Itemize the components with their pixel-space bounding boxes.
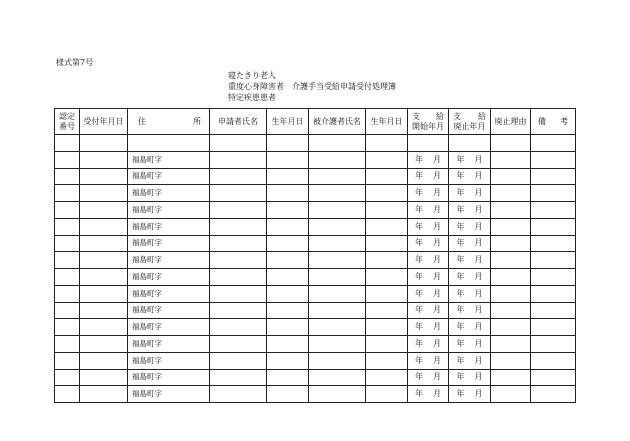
document-title [228, 70, 396, 103]
header-address [128, 109, 210, 135]
cell-cared-person-birthdate [366, 185, 408, 202]
header-stop-top1: 支 [453, 111, 461, 121]
cell-cared-person-birthdate [366, 168, 408, 185]
cell-remarks [531, 285, 576, 302]
cell-applicant-birthdate [267, 269, 309, 286]
header-uketsuke-date: 受付年月日 [80, 109, 128, 135]
header-payment-stop [449, 109, 491, 135]
year-label: 年 [415, 338, 423, 348]
cell-remarks [531, 352, 576, 369]
cell-address: 福島町字 [128, 151, 210, 168]
month-label: 月 [474, 355, 483, 365]
year-label: 年 [456, 338, 465, 348]
cell-stop-reason [491, 252, 531, 269]
year-label: 年 [456, 372, 465, 382]
cell-uketsuke-date [80, 235, 128, 252]
cell-uketsuke-date [80, 168, 128, 185]
month-label: 月 [474, 188, 483, 198]
cell-applicant-name [210, 218, 267, 235]
cell-nintei-number [55, 352, 80, 369]
cell-remarks [531, 185, 576, 202]
cell-payment-stop [449, 218, 491, 235]
cell-cared-person-birthdate [366, 352, 408, 369]
cell-stop-reason [491, 151, 531, 168]
cell-payment-stop [449, 319, 491, 336]
table-row [55, 269, 576, 286]
cell-nintei-number [55, 151, 80, 168]
cell-applicant-name [210, 386, 267, 403]
header-cared-person-birthdate: 生年月日 [366, 109, 408, 135]
cell-payment-stop [449, 369, 491, 386]
cell-applicant-name [210, 235, 267, 252]
header-applicant-name: 申請者氏名 [210, 109, 267, 135]
month-label: 月 [433, 188, 441, 198]
header-row [55, 109, 576, 135]
header-nintei-number [55, 109, 80, 135]
cell-payment-stop [449, 151, 491, 168]
cell-payment-stop [449, 135, 491, 152]
cell-payment-stop [449, 185, 491, 202]
cell-payment-start [408, 336, 449, 353]
year-label: 年 [456, 255, 465, 265]
header-address-part2: 所 [193, 116, 201, 126]
cell-payment-stop [449, 269, 491, 286]
cell-address: 福島町字 [128, 168, 210, 185]
cell-address: 福島町字 [128, 185, 210, 202]
cell-uketsuke-date [80, 269, 128, 286]
year-label: 年 [415, 305, 423, 315]
cell-stop-reason [491, 218, 531, 235]
header-cared-person-name: 被介護者氏名 [309, 109, 366, 135]
cell-payment-start [408, 151, 449, 168]
cell-cared-person-name [309, 135, 366, 152]
month-label: 月 [433, 221, 441, 231]
year-label: 年 [456, 305, 465, 315]
register-body [55, 135, 576, 403]
cell-payment-start [408, 285, 449, 302]
cell-address: 福島町字 [128, 302, 210, 319]
header-applicant-birthdate: 生年月日 [267, 109, 309, 135]
month-label: 月 [433, 238, 441, 248]
cell-applicant-name [210, 285, 267, 302]
cell-stop-reason [491, 319, 531, 336]
month-label: 月 [433, 355, 441, 365]
month-label: 月 [474, 372, 483, 382]
register-table [54, 108, 576, 403]
year-label: 年 [456, 204, 465, 214]
month-label: 月 [433, 389, 441, 399]
cell-payment-start [408, 235, 449, 252]
table-row [55, 285, 576, 302]
year-label: 年 [415, 322, 423, 332]
month-label: 月 [474, 389, 483, 399]
cell-stop-reason [491, 185, 531, 202]
cell-address: 福島町字 [128, 285, 210, 302]
cell-nintei-number [55, 386, 80, 403]
cell-remarks [531, 135, 576, 152]
cell-applicant-birthdate [267, 352, 309, 369]
month-label: 月 [433, 271, 441, 281]
cell-payment-start [408, 319, 449, 336]
cell-payment-start [408, 302, 449, 319]
table-row [55, 218, 576, 235]
cell-remarks [531, 252, 576, 269]
year-label: 年 [456, 288, 465, 298]
cell-cared-person-name [309, 336, 366, 353]
cell-uketsuke-date [80, 151, 128, 168]
year-label: 年 [456, 154, 465, 164]
header-nintei-line1: 認定 [59, 111, 75, 121]
cell-stop-reason [491, 168, 531, 185]
cell-cared-person-name [309, 168, 366, 185]
month-label: 月 [474, 204, 483, 214]
year-label: 年 [415, 355, 423, 365]
cell-cared-person-name [309, 269, 366, 286]
cell-payment-start [408, 252, 449, 269]
cell-cared-person-birthdate [366, 386, 408, 403]
cell-applicant-birthdate [267, 252, 309, 269]
cell-remarks [531, 269, 576, 286]
cell-remarks [531, 202, 576, 219]
cell-nintei-number [55, 202, 80, 219]
cell-nintei-number [55, 135, 80, 152]
table-row [55, 386, 576, 403]
cell-remarks [531, 168, 576, 185]
cell-cared-person-birthdate [366, 319, 408, 336]
month-label: 月 [433, 255, 441, 265]
cell-cared-person-birthdate [366, 269, 408, 286]
cell-payment-start [408, 352, 449, 369]
cell-applicant-birthdate [267, 218, 309, 235]
cell-nintei-number [55, 369, 80, 386]
year-label: 年 [415, 204, 423, 214]
cell-stop-reason [491, 369, 531, 386]
cell-cared-person-name [309, 386, 366, 403]
header-payment-start [408, 109, 449, 135]
cell-applicant-birthdate [267, 336, 309, 353]
cell-remarks [531, 151, 576, 168]
header-stop-top2: 給 [478, 111, 486, 121]
cell-uketsuke-date [80, 185, 128, 202]
cell-applicant-name [210, 369, 267, 386]
cell-payment-start [408, 386, 449, 403]
cell-nintei-number [55, 218, 80, 235]
month-label: 月 [474, 171, 483, 181]
cell-nintei-number [55, 285, 80, 302]
cell-stop-reason [491, 352, 531, 369]
table-row [55, 235, 576, 252]
table-row [55, 352, 576, 369]
cell-payment-stop [449, 252, 491, 269]
month-label: 月 [433, 288, 441, 298]
cell-applicant-name [210, 151, 267, 168]
year-label: 年 [456, 355, 465, 365]
table-row [55, 319, 576, 336]
month-label: 月 [433, 171, 441, 181]
cell-applicant-name [210, 168, 267, 185]
cell-payment-stop [449, 386, 491, 403]
cell-stop-reason [491, 202, 531, 219]
cell-remarks [531, 336, 576, 353]
cell-uketsuke-date [80, 352, 128, 369]
cell-cared-person-name [309, 202, 366, 219]
cell-payment-start [408, 218, 449, 235]
cell-applicant-birthdate [267, 386, 309, 403]
table-row [55, 135, 576, 152]
cell-cared-person-name [309, 218, 366, 235]
cell-applicant-birthdate [267, 285, 309, 302]
cell-remarks [531, 302, 576, 319]
cell-stop-reason [491, 269, 531, 286]
cell-uketsuke-date [80, 336, 128, 353]
year-label: 年 [415, 188, 423, 198]
table-row [55, 302, 576, 319]
cell-applicant-birthdate [267, 151, 309, 168]
cell-applicant-name [210, 352, 267, 369]
cell-address: 福島町字 [128, 369, 210, 386]
year-label: 年 [415, 221, 423, 231]
cell-uketsuke-date [80, 302, 128, 319]
year-label: 年 [456, 238, 465, 248]
month-label: 月 [474, 271, 483, 281]
month-label: 月 [433, 305, 441, 315]
year-label: 年 [415, 255, 423, 265]
year-label: 年 [415, 389, 423, 399]
header-start-top2: 給 [436, 111, 444, 121]
cell-cared-person-name [309, 151, 366, 168]
cell-payment-start [408, 168, 449, 185]
cell-applicant-name [210, 252, 267, 269]
table-row [55, 369, 576, 386]
month-label: 月 [474, 154, 483, 164]
cell-cared-person-birthdate [366, 202, 408, 219]
year-label: 年 [456, 171, 465, 181]
cell-applicant-name [210, 202, 267, 219]
cell-stop-reason [491, 386, 531, 403]
cell-nintei-number [55, 269, 80, 286]
cell-address: 福島町字 [128, 235, 210, 252]
cell-stop-reason [491, 336, 531, 353]
cell-nintei-number [55, 235, 80, 252]
cell-payment-stop [449, 302, 491, 319]
cell-address: 福島町字 [128, 319, 210, 336]
month-label: 月 [433, 338, 441, 348]
month-label: 月 [474, 238, 483, 248]
cell-nintei-number [55, 185, 80, 202]
header-remarks-part1: 備 [538, 116, 546, 126]
month-label: 月 [474, 338, 483, 348]
cell-cared-person-birthdate [366, 218, 408, 235]
cell-stop-reason [491, 285, 531, 302]
cell-applicant-birthdate [267, 185, 309, 202]
cell-stop-reason [491, 302, 531, 319]
cell-address: 福島町字 [128, 269, 210, 286]
cell-remarks [531, 369, 576, 386]
cell-uketsuke-date [80, 218, 128, 235]
cell-cared-person-birthdate [366, 235, 408, 252]
cell-cared-person-name [309, 352, 366, 369]
cell-payment-start [408, 369, 449, 386]
cell-address: 福島町字 [128, 352, 210, 369]
cell-address: 福島町字 [128, 218, 210, 235]
cell-remarks [531, 319, 576, 336]
cell-cared-person-name [309, 302, 366, 319]
cell-address: 福島町字 [128, 386, 210, 403]
year-label: 年 [415, 372, 423, 382]
table-row [55, 252, 576, 269]
cell-nintei-number [55, 302, 80, 319]
cell-remarks [531, 235, 576, 252]
cell-uketsuke-date [80, 135, 128, 152]
cell-cared-person-name [309, 185, 366, 202]
table-row [55, 168, 576, 185]
month-label: 月 [474, 322, 483, 332]
cell-cared-person-birthdate [366, 135, 408, 152]
cell-cared-person-name [309, 235, 366, 252]
cell-address: 福島町字 [128, 202, 210, 219]
month-label: 月 [474, 255, 483, 265]
cell-cared-person-birthdate [366, 369, 408, 386]
cell-payment-stop [449, 336, 491, 353]
cell-payment-stop [449, 202, 491, 219]
cell-remarks [531, 386, 576, 403]
cell-stop-reason [491, 135, 531, 152]
cell-payment-start [408, 185, 449, 202]
cell-nintei-number [55, 252, 80, 269]
cell-applicant-name [210, 135, 267, 152]
cell-cared-person-birthdate [366, 336, 408, 353]
title-line-2: 重度心身障害者 介護手当受給申請受付処理簿 [228, 82, 396, 91]
cell-nintei-number [55, 168, 80, 185]
year-label: 年 [456, 188, 465, 198]
year-label: 年 [456, 322, 465, 332]
cell-applicant-birthdate [267, 369, 309, 386]
cell-uketsuke-date [80, 386, 128, 403]
cell-nintei-number [55, 319, 80, 336]
table-row [55, 336, 576, 353]
cell-cared-person-birthdate [366, 151, 408, 168]
cell-cared-person-name [309, 319, 366, 336]
cell-applicant-name [210, 336, 267, 353]
year-label: 年 [415, 171, 423, 181]
year-label: 年 [415, 238, 423, 248]
cell-remarks [531, 218, 576, 235]
cell-payment-stop [449, 285, 491, 302]
cell-payment-start [408, 135, 449, 152]
month-label: 月 [433, 322, 441, 332]
table-row [55, 151, 576, 168]
year-label: 年 [415, 271, 423, 281]
header-stop-bottom: 廃止年月 [453, 121, 486, 131]
cell-applicant-name [210, 185, 267, 202]
cell-cared-person-birthdate [366, 302, 408, 319]
cell-applicant-birthdate [267, 168, 309, 185]
form-number: 様式第7号 [56, 58, 94, 67]
cell-applicant-name [210, 269, 267, 286]
month-label: 月 [474, 221, 483, 231]
cell-cared-person-name [309, 252, 366, 269]
header-nintei-line2: 番号 [59, 121, 75, 131]
title-line-3: 特定疾患患者 [228, 93, 276, 102]
month-label: 月 [433, 372, 441, 382]
cell-payment-stop [449, 168, 491, 185]
header-start-top1: 支 [412, 111, 420, 121]
month-label: 月 [433, 154, 441, 164]
cell-cared-person-birthdate [366, 252, 408, 269]
year-label: 年 [456, 221, 465, 231]
cell-uketsuke-date [80, 319, 128, 336]
cell-cared-person-birthdate [366, 285, 408, 302]
cell-applicant-birthdate [267, 235, 309, 252]
table-row [55, 185, 576, 202]
cell-payment-start [408, 269, 449, 286]
cell-cared-person-name [309, 369, 366, 386]
cell-uketsuke-date [80, 252, 128, 269]
year-label: 年 [456, 271, 465, 281]
month-label: 月 [474, 305, 483, 315]
cell-address: 福島町字 [128, 336, 210, 353]
header-remarks [531, 109, 576, 135]
cell-address: 福島町字 [128, 252, 210, 269]
month-label: 月 [474, 288, 483, 298]
cell-payment-stop [449, 352, 491, 369]
cell-applicant-birthdate [267, 302, 309, 319]
year-label: 年 [456, 389, 465, 399]
title-line-1: 寝たきり老人 [228, 71, 276, 80]
year-label: 年 [415, 154, 423, 164]
month-label: 月 [433, 204, 441, 214]
cell-stop-reason [491, 235, 531, 252]
cell-applicant-name [210, 319, 267, 336]
header-stop-reason: 廃止理由 [491, 109, 531, 135]
cell-payment-start [408, 202, 449, 219]
cell-nintei-number [55, 336, 80, 353]
header-remarks-part2: 考 [560, 116, 568, 126]
cell-uketsuke-date [80, 202, 128, 219]
table-row [55, 202, 576, 219]
cell-payment-stop [449, 235, 491, 252]
header-address-part1: 住 [138, 116, 146, 126]
cell-applicant-birthdate [267, 202, 309, 219]
cell-applicant-birthdate [267, 319, 309, 336]
cell-uketsuke-date [80, 285, 128, 302]
cell-applicant-birthdate [267, 135, 309, 152]
year-label: 年 [415, 288, 423, 298]
cell-applicant-name [210, 302, 267, 319]
header-start-bottom: 開始年月 [412, 121, 444, 131]
cell-cared-person-name [309, 285, 366, 302]
cell-address [128, 135, 210, 152]
cell-uketsuke-date [80, 369, 128, 386]
